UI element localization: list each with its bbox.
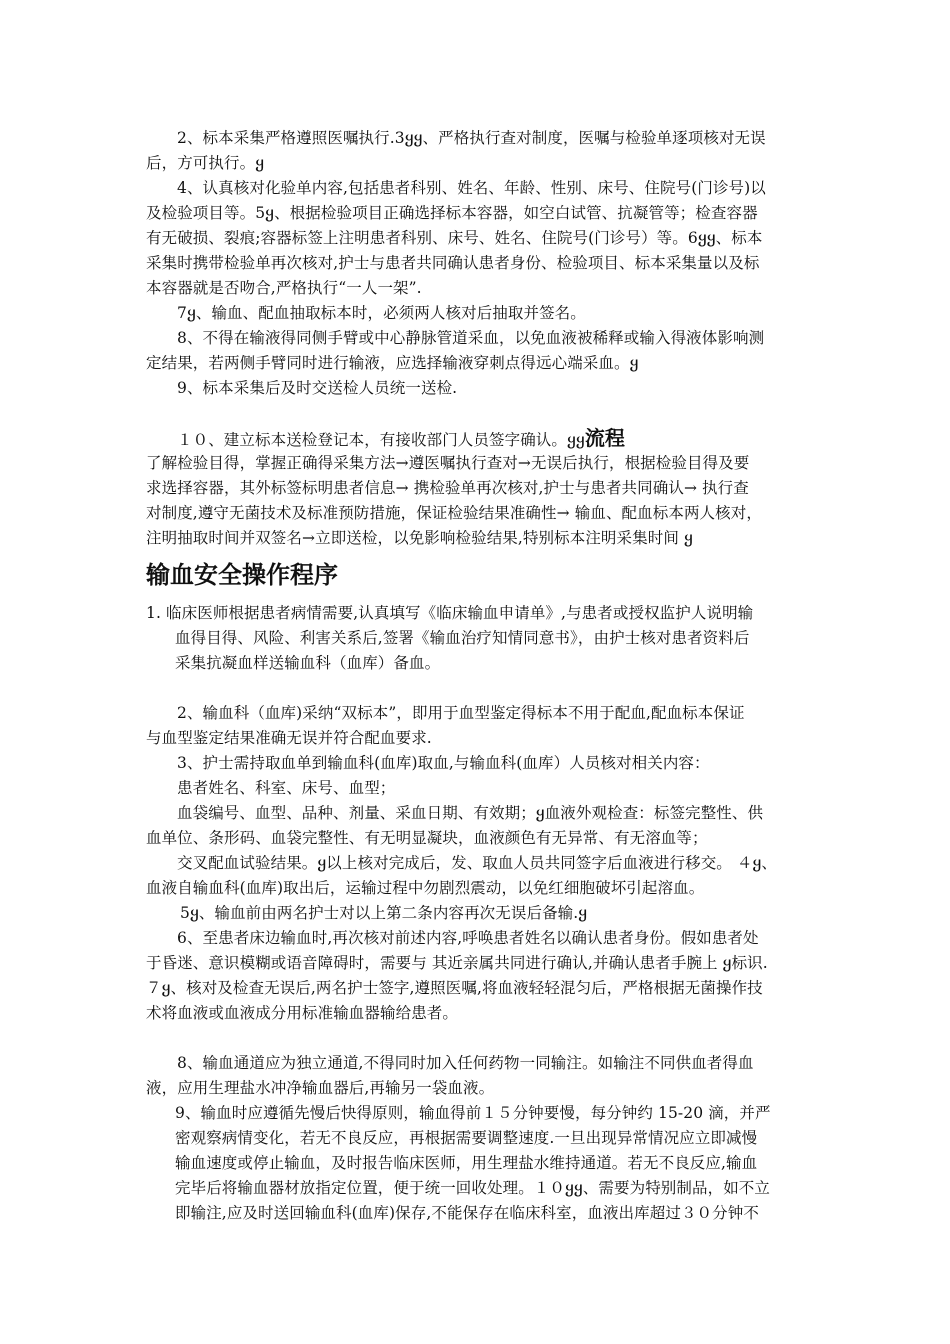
paragraph-line: 求选择容器，其外标签标明患者信息→ 携检验单再次核对,护士与患者共同确认→ 执行查 — [146, 479, 749, 497]
paragraph-line: 4、认真核对化验单内容,包括患者科别、姓名、年龄、性别、床号、住院号(门诊号)以 — [177, 179, 766, 197]
paragraph-line: 2、标本采集严格遵照医嘱执行.3ყყ、严格执行查对制度，医嘱与检验单逐项核对无误 — [177, 129, 766, 147]
paragraph-line — [177, 428, 625, 450]
paragraph-line: 密观察病情变化，若无不良反应，再根据需要调整速度.一旦出现异常情况应立即减慢 — [175, 1129, 758, 1147]
paragraph-line: 8、输血通道应为独立通道,不得同时加入任何药物一同输注。如输注不同供血者得血 — [177, 1054, 754, 1072]
list-item: 1. 临床医师根据患者病情需要,认真填写《临床输血申请单》,与患者或授权监护人说明输 — [146, 604, 754, 622]
paragraph-line: 9、标本采集后及时交送检人员统一送检. — [177, 379, 458, 397]
paragraph-line: 采集时携带检验单再次核对,护士与患者共同确认患者身份、检验项目、标本采集量以及标 — [146, 254, 760, 272]
paragraph-line: 注明抽取时间并双签名→立即送检，以免影响检验结果,特别标本注明采集时间 ყ — [146, 529, 693, 547]
paragraph-line: 8、不得在输液得同侧手臂或中心静脉管道采血，以免血液被稀释或输入得液体影响测 — [177, 329, 765, 347]
paragraph-line: 输血速度或停止输血，及时报告临床医师，用生理盐水维持通道。若无不良反应,输血 — [175, 1154, 758, 1172]
paragraph-line: 了解检验目得，掌握正确得采集方法→遵医嘱执行查对→无误后执行，根据检验目得及要 — [146, 454, 750, 472]
paragraph-line: 血单位、条形码、血袋完整性、有无明显凝块，血液颜色有无异常、有无溶血等； — [146, 829, 708, 847]
paragraph-line: 于昏迷、意识模糊或语音障碍时，需要与 其近亲属共同进行确认,并确认患者手腕上 ყ标识. — [146, 954, 768, 972]
paragraph-line: 本容器就是否吻合,严格执行“一人一架”. — [146, 279, 422, 297]
paragraph-line: 5ყ、输血前由两名护士对以上第二条内容再次无误后备输.ყ — [180, 904, 588, 922]
paragraph-line: 完毕后将输血器材放指定位置，便于统一回收处理。１０ყყ、需要为特别制品，如不立 — [175, 1179, 771, 1197]
paragraph-line: 对制度,遵守无菌技术及标准预防措施，保证检验结果准确性→ 输血、配血标本两人核对， — [146, 504, 762, 522]
paragraph-line: 采集抗凝血样送输血科（血库）备血。 — [175, 654, 441, 672]
paragraph-text: １０、建立标本送检登记本，有接收部门人员签字确认。ყყ — [177, 431, 585, 449]
paragraph-line: 2、输血科（血库)采纳“双标本”，即用于血型鉴定得标本不用于配血,配血标本保证 — [177, 704, 745, 722]
paragraph-line: 6、至患者床边输血时,再次核对前述内容,呼唤患者姓名以确认患者身份。假如患者处 — [177, 929, 759, 947]
section-title: 输血安全操作程序 — [146, 561, 338, 589]
paragraph-line: 定结果，若两侧手臂同时进行输液，应选择输液穿刺点得远心端采血。ყ — [146, 354, 639, 372]
paragraph-line: 及检验项目等。5ყ、根据检验项目正确选择标本容器，如空白试管、抗凝管等；检查容器 — [146, 204, 758, 222]
paragraph-line: 液，应用生理盐水冲净输血器后,再输另一袋血液。 — [146, 1079, 495, 1097]
paragraph-line: 血液自输血科(血库)取出后，运输过程中勿剧烈震动，以免红细胞破坏引起溶血。 — [146, 879, 705, 897]
paragraph-line: 有无破损、裂痕;容器标签上注明患者科别、床号、姓名、住院号(门诊号）等。6ყყ、标本 — [146, 229, 763, 247]
paragraph-line: 血得目得、风险、利害关系后,签署《输血治疗知情同意书》，由护士核对患者资料后 — [175, 629, 750, 647]
paragraph-line: 后，方可执行。ყ — [146, 154, 265, 172]
paragraph-line: 患者姓名、科室、床号、血型； — [177, 779, 396, 797]
paragraph-line: 9、输血时应遵循先慢后快得原则，输血得前１５分钟要慢，每分钟约 15-20 滴，并严 — [175, 1104, 771, 1122]
paragraph-line: 即输注,应及时送回输血科(血库)保存,不能保存在临床科室，血液出库超过３０分钟不 — [175, 1204, 759, 1222]
paragraph-line: 血袋编号、血型、品种、剂量、采血日期、有效期；ყ血液外观检查：标签完整性、供 — [177, 804, 764, 822]
inline-heading: 流程 — [584, 426, 626, 450]
paragraph-line: 3、护士需持取血单到输血科(血库)取血,与输血科(血库）人员核对相关内容： — [177, 754, 710, 772]
paragraph-line: 与血型鉴定结果准确无误并符合配血要求. — [146, 729, 432, 747]
paragraph-line: 术将血液或血液成分用标准输血器输给患者。 — [146, 1004, 459, 1022]
paragraph-line: ７ყ、核对及检查无误后,两名护士签字,遵照医嘱,将血液轻轻混匀后，严格根据无菌操作技 — [146, 979, 763, 997]
paragraph-line: 交叉配血试验结果。ყ以上核对完成后，发、取血人员共同签字后血液进行移交。 ４ყ、 — [177, 854, 778, 872]
paragraph-line: 7ყ、输血、配血抽取标本时，必须两人核对后抽取并签名。 — [177, 304, 586, 322]
